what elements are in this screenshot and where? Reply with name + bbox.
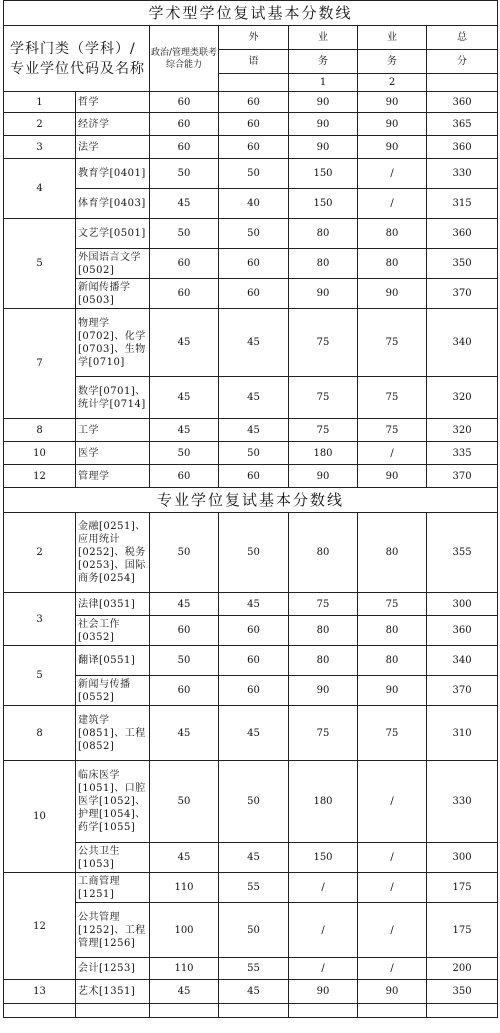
- row-total: 370: [427, 465, 498, 488]
- row-name: 建筑学[0851]、工程[0852]: [76, 706, 150, 761]
- row-total: 320: [427, 377, 498, 419]
- empty-cell: [427, 1004, 498, 1018]
- row-course2: /: [358, 843, 427, 873]
- row-name: 工学: [76, 419, 150, 442]
- row-politics: 60: [150, 92, 219, 113]
- empty-cell: [289, 1004, 358, 1018]
- row-name: 经济学: [76, 113, 150, 136]
- row-name: 新闻与传播[0552]: [76, 676, 150, 706]
- course1-header-num: 1: [289, 74, 358, 92]
- total-header-top: 总: [427, 26, 498, 50]
- row-course2: /: [358, 159, 427, 189]
- row-politics: 50: [150, 761, 219, 843]
- course2-header-mid: 务: [358, 50, 427, 74]
- row-name: 法律[0351]: [76, 593, 150, 616]
- row-total: 360: [427, 219, 498, 249]
- course1-header-mid: 务: [289, 50, 358, 74]
- row-course1: 90: [289, 279, 358, 309]
- row-politics: 60: [150, 136, 219, 159]
- row-name: 会计[1253]: [76, 958, 150, 980]
- row-code: 13: [4, 980, 76, 1004]
- row-name: 体育学[0403]: [76, 189, 150, 219]
- course2-header-top: 业: [358, 26, 427, 50]
- row-foreign: 45: [219, 377, 289, 419]
- row-course2: 90: [358, 113, 427, 136]
- row-course2: 75: [358, 377, 427, 419]
- row-foreign: 45: [219, 980, 289, 1004]
- row-total: 350: [427, 980, 498, 1004]
- row-politics: 60: [150, 249, 219, 279]
- row-foreign: 50: [219, 219, 289, 249]
- row-code: 8: [4, 419, 76, 442]
- row-politics: 60: [150, 465, 219, 488]
- row-course1: 90: [289, 980, 358, 1004]
- row-foreign: 55: [219, 873, 289, 903]
- row-total: 330: [427, 159, 498, 189]
- empty-cell: [4, 1004, 76, 1018]
- empty-cell: [76, 1004, 150, 1018]
- row-politics: 45: [150, 843, 219, 873]
- row-foreign: 60: [219, 113, 289, 136]
- empty-cell: [150, 1004, 219, 1018]
- row-politics: 45: [150, 419, 219, 442]
- row-name: 法学: [76, 136, 150, 159]
- row-code: 3: [4, 136, 76, 159]
- row-course2: 75: [358, 419, 427, 442]
- row-total: 175: [427, 873, 498, 903]
- row-politics: 110: [150, 958, 219, 980]
- row-course1: 90: [289, 92, 358, 113]
- row-total: 355: [427, 513, 498, 593]
- row-course1: 80: [289, 513, 358, 593]
- row-politics: 45: [150, 706, 219, 761]
- row-course2: 90: [358, 980, 427, 1004]
- row-total: 360: [427, 136, 498, 159]
- row-course2: /: [358, 958, 427, 980]
- row-course2: 80: [358, 513, 427, 593]
- row-course2: 80: [358, 646, 427, 676]
- row-name: 艺术[1351]: [76, 980, 150, 1004]
- foreign-header-bottom: 语: [219, 50, 289, 74]
- row-politics: 50: [150, 646, 219, 676]
- row-foreign: 50: [219, 442, 289, 465]
- row-total: 335: [427, 442, 498, 465]
- row-name: 金融[0251]、应用统计[0252]、税务[0253]、国际商务[0254]: [76, 513, 150, 593]
- row-foreign: 45: [219, 419, 289, 442]
- row-code: 10: [4, 761, 76, 873]
- score-table: [3, 0, 498, 1018]
- row-course1: 80: [289, 249, 358, 279]
- row-course2: 90: [358, 136, 427, 159]
- row-code: 12: [4, 465, 76, 488]
- row-course1: 80: [289, 616, 358, 646]
- row-politics: 45: [150, 593, 219, 616]
- row-course1: 180: [289, 761, 358, 843]
- row-total: 300: [427, 843, 498, 873]
- row-total: 370: [427, 676, 498, 706]
- row-code: 7: [4, 309, 76, 419]
- row-foreign: 55: [219, 958, 289, 980]
- foreign-header-top: 外: [219, 26, 289, 50]
- row-foreign: 60: [219, 249, 289, 279]
- row-name: 医学: [76, 442, 150, 465]
- row-course2: /: [358, 761, 427, 843]
- row-foreign: 60: [219, 676, 289, 706]
- row-total: 370: [427, 279, 498, 309]
- row-name: 教育学[0401]: [76, 159, 150, 189]
- row-total: 300: [427, 593, 498, 616]
- row-politics: 60: [150, 113, 219, 136]
- course1-header-top: 业: [289, 26, 358, 50]
- row-course1: 90: [289, 113, 358, 136]
- row-code: 5: [4, 646, 76, 706]
- row-name: 社会工作[0352]: [76, 616, 150, 646]
- row-foreign: 50: [219, 903, 289, 958]
- row-code: 5: [4, 219, 76, 309]
- row-total: 360: [427, 92, 498, 113]
- row-course1: 90: [289, 676, 358, 706]
- row-politics: 60: [150, 616, 219, 646]
- row-name: 数学[0701]、统计学[0714]: [76, 377, 150, 419]
- row-foreign: 60: [219, 646, 289, 676]
- row-politics: 100: [150, 903, 219, 958]
- row-foreign: 60: [219, 136, 289, 159]
- row-course1: 75: [289, 377, 358, 419]
- row-politics: 60: [150, 279, 219, 309]
- row-course1: /: [289, 903, 358, 958]
- row-foreign: 50: [219, 761, 289, 843]
- row-course2: /: [358, 873, 427, 903]
- row-foreign: 60: [219, 616, 289, 646]
- row-name: 翻译[0551]: [76, 646, 150, 676]
- row-foreign: 60: [219, 279, 289, 309]
- row-foreign: 45: [219, 593, 289, 616]
- row-politics: 45: [150, 189, 219, 219]
- discipline-header: 学科门类（学科）/专业学位代码及名称: [4, 26, 150, 92]
- row-foreign: 45: [219, 843, 289, 873]
- row-total: 360: [427, 616, 498, 646]
- row-politics: 50: [150, 513, 219, 593]
- professional-title: 专业学位复试基本分数线: [4, 488, 498, 513]
- row-course2: 90: [358, 676, 427, 706]
- row-name: 哲学: [76, 92, 150, 113]
- row-total: 350: [427, 249, 498, 279]
- row-name: 临床医学[1051]、口腔医学[1052]、护理[1054]、药学[1055]: [76, 761, 150, 843]
- row-code: 10: [4, 442, 76, 465]
- row-total: 330: [427, 761, 498, 843]
- row-code: 2: [4, 113, 76, 136]
- row-course2: /: [358, 189, 427, 219]
- row-course2: 80: [358, 616, 427, 646]
- row-politics: 50: [150, 219, 219, 249]
- row-course1: 75: [289, 706, 358, 761]
- row-foreign: 50: [219, 513, 289, 593]
- row-course2: 75: [358, 309, 427, 377]
- row-politics: 45: [150, 309, 219, 377]
- empty-cell: [358, 1004, 427, 1018]
- row-course2: 90: [358, 465, 427, 488]
- row-course2: 90: [358, 92, 427, 113]
- row-code: 12: [4, 873, 76, 980]
- row-code: 3: [4, 593, 76, 646]
- row-code: 4: [4, 159, 76, 219]
- row-politics: 50: [150, 442, 219, 465]
- row-name: 管理学: [76, 465, 150, 488]
- row-course1: 75: [289, 309, 358, 377]
- row-course1: 150: [289, 843, 358, 873]
- row-course1: /: [289, 958, 358, 980]
- row-total: 365: [427, 113, 498, 136]
- row-course2: 75: [358, 593, 427, 616]
- row-foreign: 40: [219, 189, 289, 219]
- row-course1: /: [289, 873, 358, 903]
- row-total: 310: [427, 706, 498, 761]
- row-course1: 75: [289, 593, 358, 616]
- row-course2: 80: [358, 249, 427, 279]
- row-course2: /: [358, 442, 427, 465]
- row-politics: 45: [150, 377, 219, 419]
- row-foreign: 60: [219, 465, 289, 488]
- row-code: 1: [4, 92, 76, 113]
- row-name: 文艺学[0501]: [76, 219, 150, 249]
- row-course1: 150: [289, 159, 358, 189]
- academic-title: 学术型学位复试基本分数线: [4, 1, 498, 26]
- row-foreign: 45: [219, 309, 289, 377]
- row-foreign: 45: [219, 706, 289, 761]
- row-foreign: 50: [219, 159, 289, 189]
- row-course1: 90: [289, 136, 358, 159]
- row-foreign: 60: [219, 92, 289, 113]
- row-politics: 110: [150, 873, 219, 903]
- row-total: 320: [427, 419, 498, 442]
- row-code: 2: [4, 513, 76, 593]
- row-course1: 80: [289, 646, 358, 676]
- row-total: 175: [427, 903, 498, 958]
- row-total: 200: [427, 958, 498, 980]
- row-politics: 50: [150, 159, 219, 189]
- total-header-bottom: 分: [427, 50, 498, 74]
- row-course2: 80: [358, 219, 427, 249]
- row-total: 315: [427, 189, 498, 219]
- row-total: 340: [427, 646, 498, 676]
- empty-cell: [219, 1004, 289, 1018]
- row-name: 公共管理[1252]、工程管理[1256]: [76, 903, 150, 958]
- row-name: 公共卫生[1053]: [76, 843, 150, 873]
- row-course1: 80: [289, 219, 358, 249]
- row-code: 8: [4, 706, 76, 761]
- row-course2: /: [358, 903, 427, 958]
- row-name: 新闻传播学[0503]: [76, 279, 150, 309]
- row-course2: 75: [358, 706, 427, 761]
- row-total: 340: [427, 309, 498, 377]
- row-politics: 45: [150, 980, 219, 1004]
- row-name: 物理学[0702]、化学[0703]、生物学[0710]: [76, 309, 150, 377]
- course2-header-num: 2: [358, 74, 427, 92]
- row-course2: 90: [358, 279, 427, 309]
- politics-header: 政治/管理类联考综合能力: [150, 26, 219, 92]
- row-course1: 75: [289, 419, 358, 442]
- row-politics: 60: [150, 676, 219, 706]
- row-course1: 180: [289, 442, 358, 465]
- row-course1: 90: [289, 465, 358, 488]
- row-name: 外国语言文学[0502]: [76, 249, 150, 279]
- row-course1: 150: [289, 189, 358, 219]
- row-name: 工商管理[1251]: [76, 873, 150, 903]
